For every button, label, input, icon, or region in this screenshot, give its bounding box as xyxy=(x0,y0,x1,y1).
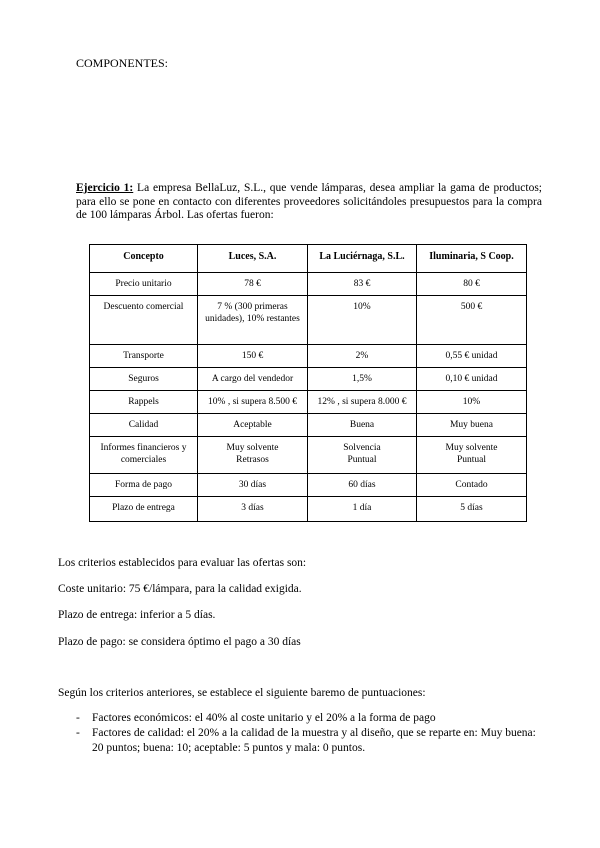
table-cell: 30 días xyxy=(198,474,308,497)
table-header-row xyxy=(90,245,527,273)
list-item xyxy=(58,726,538,756)
table-cell: 1,5% xyxy=(308,368,417,391)
table-cell: 500 € xyxy=(417,296,527,345)
header-luces: Luces, S.A. xyxy=(198,245,308,273)
list-dash: - xyxy=(76,712,80,724)
table-cell: 10% , si supera 8.500 € xyxy=(198,391,308,414)
table-cell: 78 € xyxy=(198,273,308,296)
table-cell: 83 € xyxy=(308,273,417,296)
table-row xyxy=(90,414,527,437)
table-cell: Buena xyxy=(308,414,417,437)
table-cell: Muy solvente Puntual xyxy=(417,437,527,474)
table-cell: 5 días xyxy=(417,497,527,522)
table-cell: 80 € xyxy=(417,273,527,296)
row-concept: Forma de pago xyxy=(90,474,198,497)
exercise-text: La empresa BellaLuz, S.L., que vende lámparas, desea ampliar la gama de productos; para ello se pone en contacto con diferentes proveedores solicitándoles presupuestos para la compra de 100 lámparas Árbol. Las ofertas fueron: xyxy=(76,182,542,221)
table-row xyxy=(90,296,527,345)
table-cell: 0,55 € unidad xyxy=(417,345,527,368)
header-iluminaria: Iluminaria, S Coop. xyxy=(417,245,527,273)
table-cell: Muy solvente Retrasos xyxy=(198,437,308,474)
table-row xyxy=(90,391,527,414)
row-concept: Informes financieros y comerciales xyxy=(90,437,198,474)
exercise-paragraph xyxy=(76,182,542,223)
table-cell: Aceptable xyxy=(198,414,308,437)
table-cell: 10% xyxy=(308,296,417,345)
header-luciernaga: La Luciérnaga, S.L. xyxy=(308,245,417,273)
table-cell: 10% xyxy=(417,391,527,414)
row-concept: Seguros xyxy=(90,368,198,391)
table-cell: 1 día xyxy=(308,497,417,522)
table-cell: 0,10 € unidad xyxy=(417,368,527,391)
table-row xyxy=(90,368,527,391)
table-cell: Contado xyxy=(417,474,527,497)
list-item-text: Factores económicos: el 40% al coste unitario y el 20% a la forma de pago xyxy=(92,712,436,724)
table-cell: Solvencia Puntual xyxy=(308,437,417,474)
baremo-intro: Según los criterios anteriores, se establece el siguiente baremo de puntuaciones: xyxy=(58,687,426,699)
page-heading: COMPONENTES: xyxy=(76,56,169,70)
table-row xyxy=(90,345,527,368)
table-row xyxy=(90,273,527,296)
row-concept: Rappels xyxy=(90,391,198,414)
table-row xyxy=(90,497,527,522)
row-concept: Plazo de entrega xyxy=(90,497,198,522)
criteria-plazo: Plazo de entrega: inferior a 5 días. xyxy=(58,609,216,621)
table-row xyxy=(90,437,527,474)
table-cell: 60 días xyxy=(308,474,417,497)
table-cell: A cargo del vendedor xyxy=(198,368,308,391)
row-concept: Precio unitario xyxy=(90,273,198,296)
row-concept: Calidad xyxy=(90,414,198,437)
baremo-list xyxy=(58,711,538,756)
table-cell: 3 días xyxy=(198,497,308,522)
row-concept: Descuento comercial xyxy=(90,296,198,345)
criteria-intro: Los criterios establecidos para evaluar las ofertas son: xyxy=(58,557,307,569)
row-concept: Transporte xyxy=(90,345,198,368)
list-item xyxy=(58,711,538,726)
list-dash: - xyxy=(76,727,80,739)
table-cell: Muy buena xyxy=(417,414,527,437)
table-cell: 12% , si supera 8.000 € xyxy=(308,391,417,414)
criteria-coste: Coste unitario: 75 €/lámpara, para la calidad exigida. xyxy=(58,583,302,595)
criteria-pago: Plazo de pago: se considera óptimo el pago a 30 días xyxy=(58,636,301,648)
header-concepto: Concepto xyxy=(90,245,198,273)
offers-table xyxy=(89,244,527,522)
list-item-text: Factores de calidad: el 20% a la calidad de la muestra y al diseño, que se reparte en: Muy buena: 20 puntos; buena: 10; aceptable: 5 puntos y mala: 0 puntos. xyxy=(92,727,536,754)
table-row xyxy=(90,474,527,497)
table-cell: 2% xyxy=(308,345,417,368)
table-cell: 7 % (300 primeras unidades), 10% restantes xyxy=(198,296,308,345)
exercise-label: Ejercicio 1: xyxy=(76,182,134,194)
table-cell: 150 € xyxy=(198,345,308,368)
